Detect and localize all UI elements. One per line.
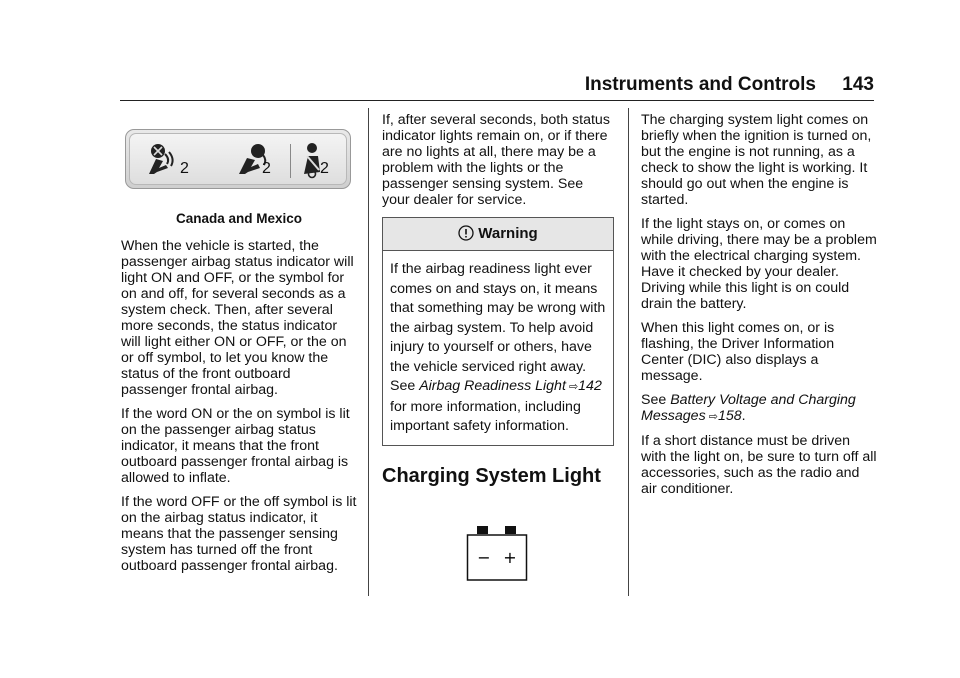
airbag-status-indicator-panel: [125, 129, 351, 189]
airbag-on-icon: [236, 142, 280, 184]
section-heading: Charging System Light: [382, 464, 601, 487]
airbag-off-icon: [146, 142, 190, 184]
warning-box: [382, 217, 614, 446]
indicator-label: 2: [180, 160, 189, 177]
battery-icon: [466, 526, 614, 586]
body-paragraph: If the word OFF or the off symbol is lit on the airbag status indicator, it means that the passenger sensing system has turned off the front outboard passenger frontal airbag.: [121, 494, 357, 574]
battery-minus-symbol: −: [477, 547, 491, 567]
page-ref-arrow-icon: ⇨: [565, 381, 579, 393]
body-paragraph: If, after several seconds, both status indicator lights remain on, or if there are no lights at all, there may be a problem with the lights or the passenger sensing system. See your dealer for service.: [382, 112, 610, 208]
warning-title: Warning: [478, 225, 538, 242]
warning-text: for more information, including important safety information.: [390, 398, 581, 434]
body-paragraph: When the vehicle is started, the passenger airbag status indicator will light ON and OFF, or the symbol for on and off, for several seconds as a system check. Then, after several more seconds, the status indicator will light either ON or OFF, or the on or off symbol, to let you know the status of the front outboard passenger frontal airbag.: [121, 238, 354, 398]
cross-reference-page[interactable]: 158: [717, 408, 742, 424]
page-number: 143: [842, 74, 874, 95]
figure-caption: Canada and Mexico: [175, 211, 303, 226]
column-divider: [368, 108, 369, 596]
cross-reference-link[interactable]: Airbag Readiness Light: [419, 378, 566, 394]
section-title: Instruments and Controls: [584, 74, 816, 95]
page-header: [120, 70, 874, 101]
body-paragraph: When this light comes on, or is flashing, the Driver Information Center (DIC) also displays a message.: [641, 320, 835, 384]
cross-reference-page[interactable]: 142: [578, 378, 602, 394]
body-paragraph: If the word ON or the on symbol is lit on the passenger airbag status indicator, it means that the front outboard passenger frontal airbag is allowed to inflate.: [121, 406, 350, 486]
indicator-divider: [290, 144, 291, 178]
body-paragraph: If the light stays on, or comes on while driving, there may be a problem with the electrical charging system. Have it checked by your dealer. Driving while this light is on could drain the battery.: [641, 216, 877, 312]
warning-body: [383, 251, 613, 445]
warning-header: [383, 218, 613, 251]
column-divider: [628, 108, 629, 596]
body-paragraph: The charging system light comes on briefly when the ignition is turned on, but the engine is not running, as a check to show the light is working. It should go out when the engine is started.: [641, 112, 872, 208]
warning-icon: [458, 225, 474, 241]
column-middle: [382, 112, 614, 586]
page-ref-arrow-icon: ⇨: [705, 411, 718, 423]
indicator-label: 2: [262, 160, 271, 177]
see-prefix: See: [641, 392, 671, 408]
see-suffix: .: [741, 408, 746, 424]
column-left: [121, 120, 357, 582]
seatbelt-reminder-icon: [298, 142, 328, 184]
indicator-label: 2: [320, 160, 329, 177]
warning-text: If the airbag readiness light ever comes on and stays on, it means that something may be wrong with the airbag system. To help avoid injury to yourself or others, have the vehicle serviced right away. See: [390, 261, 606, 394]
battery-plus-symbol: +: [503, 547, 517, 567]
cross-reference-link[interactable]: Battery Voltage and Charging Messages: [641, 392, 856, 424]
body-paragraph: If a short distance must be driven with the light on, be sure to turn off all accessories, such as the radio and air conditioner.: [641, 433, 877, 497]
see-reference-paragraph: [641, 392, 877, 425]
column-right: [641, 112, 877, 505]
